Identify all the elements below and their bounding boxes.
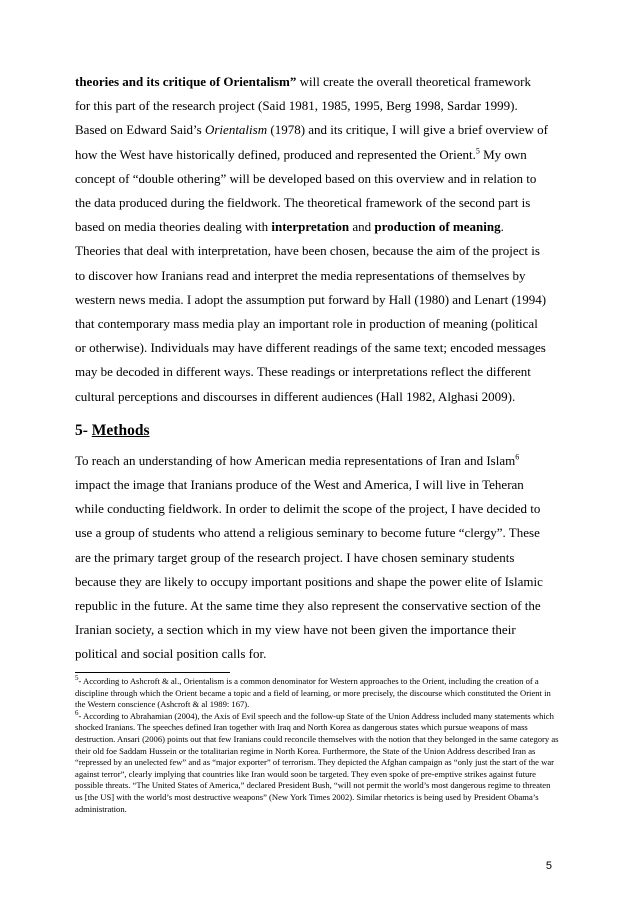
page-number: 5 [545,860,552,872]
body-paragraph-methods [75,449,548,667]
paragraph-text: will create the overall theoretical framework for this part of the research project (Said 1981, 1985, 1995, Berg 1998, Sardar 1999). Based on Edward Said’s [75,74,531,138]
footnote-number: 5 [75,674,79,683]
paragraph-text: My own concept of “double othering” will be developed based on this overview and in relation to the data produced during the fieldwork. The theoretical framework of the second part is based on media theories dealing with [75,146,537,235]
section-title: Methods [91,421,150,439]
paragraph-text: To reach an understanding of how American media representations of Iran and Islam [75,452,516,468]
footnote-text: - According to Abrahamian (2004), the Axis of Evil speech and the follow-up State of the Union Address included many statements which shocked Iranians. The speeches defined Iran together with Iraq and North Korea as dangerous states which pursue weapons of mass destruction. Ansari (2006) points out that few Iranians could reconcile themselves with the notion that they belonged in the same category as their old foe Saddam Hussein or the totalitarian regime in North Korea. Furthermore, the State of the Union Address described Iran as “repressed by an unelected few” and as “major exporter” of terrorism. They depicted the Afghan campaign as “only just the start of the war against terror”, clearly implying that countries like Iran would soon be targeted. They even spoke of pre-emptive strikes against future possible threats. “The United States of America,” declared President Bush, “will not permit the world’s most dangerous regime to threaten us [the US] with the world’s most destructive weapons” (New York Times 2002). Similar rhetorics is being used by President Obama’s administration. [75,710,559,814]
section-number: 5- [75,421,88,439]
footnote-separator [75,672,230,673]
paragraph-text: impact the image that Iranians produce of the West and America, I will live in Teheran while conducting fieldwork. In order to delimit the scope of the project, I have decided to use a group of students who attend a religious seminary to become future “clergy”. These are the primary target group of the research project. I have chosen seminary students because they are likely to occupy important positions and shape the power elite of Islamic republic in the future. At the same time they also represent the conservative section of the Iranian society, a section which in my view have not been given the importance their political and social position calls for. [75,477,543,662]
paragraph-text: . Theories that deal with interpretation, have been chosen, because the aim of the project is to discover how Iranians read and interpret the media representations of themselves by western news media. I adopt the assumption put forward by Hall (1980) and Lenart (1994) that contemporary mass media play an important role in production of meaning (political or otherwise). Individuals may have different readings of the same text; encoded messages may be decoded in different ways. These readings or interpretations reflect the different cultural perceptions and discourses in different audiences (Hall 1982, Alghasi 2009). [75,219,547,404]
footnote-ref-5[interactable]: 5 [475,146,480,156]
footnote-ref-6[interactable]: 6 [515,452,520,462]
footnote-text: - According to Ashcroft & al., Orientalism is a common denominator for Western approaches to the Orient, including the creation of a discipline through which the Orient became a topic and a field of learning, or more precisely, the discourse which constituted the Orient in the Western conscience (Ashcroft & al 1989: 167). [75,676,551,710]
footnotes-section [75,676,560,815]
bold-term-production-of-meaning: production of meaning [374,219,501,235]
paragraph-text: and [349,219,375,235]
paragraph-text: (1978) and its critique, I will give a brief overview of how the West have historically defined, produced and represented the Orient. [75,122,548,162]
footnote-6 [75,708,560,815]
bold-term-interpretation: interpretation [271,219,350,235]
section-heading-methods [75,419,548,443]
footnote-5 [75,676,560,711]
body-paragraph-theory [75,70,548,409]
footnote-number: 6 [75,708,79,717]
italic-title-orientalism: Orientalism [204,122,268,138]
bold-phrase-orientalism-critique: theories and its critique of Orientalism” [75,74,297,89]
